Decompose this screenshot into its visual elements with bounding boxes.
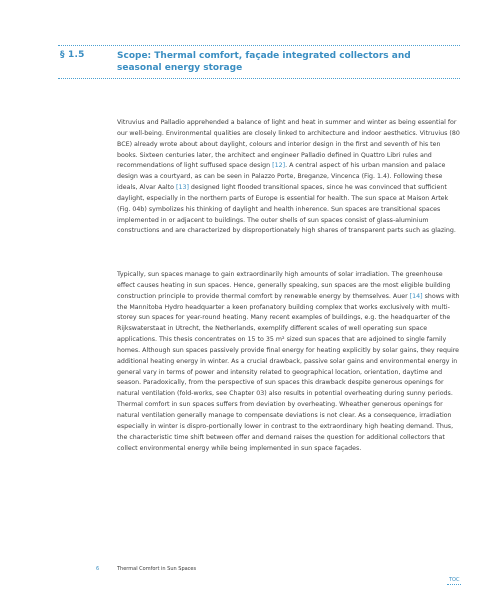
section-top-rule — [58, 45, 460, 46]
section-number: § 1.5 — [60, 50, 85, 60]
footer-page-number: 6 — [96, 566, 100, 572]
body-text: Typically, sun spaces manage to gain extraordinarily high amounts of solar irradiation. The greenhouse effect causes heating in sun spaces. Hence, generally speaking, sun spaces are the most eligible building construction principle to provide thermal comfort by renewable energy by themselves. Auer — [117, 271, 451, 300]
toc-link[interactable]: TOC — [449, 577, 460, 583]
citation-link[interactable]: [13] — [175, 184, 189, 192]
body-text: shows with the Mannitoba Hydro headquarter a keen profanatory building complex that works exclusively with multi-storey sun spaces for year-round heating. Many recent examples of buildings, e.g. the headquarter of the Rijkswaterstaat in Utrecht, the Netherlands, exemplify different scales of well operating sun space applications. This thesis concentrates on 15 to 35 m² sized sun spaces that are adjoined to single family homes. Although sun spaces passively provide final energy for heating explicitly by solar gains, they require additional heating energy in winter. As a crucial drawback, passive solar gains and environmental energy in general vary in terms of power and intensity related to geographical location, orientation, daytime and season. Paradoxically, from the perspective of sun spaces this drawback despite generous openings for natural ventilation (fold-works, see Chapter 03) also results in potential overheating during sunny periods. Thermal comfort in sun spaces suffers from deviation by overheating. Wheather generous openings for natural ventilation generally manage to compensate deviations is not clear. As a consequence, irradiation especially in winter is dispro-portionally lower in contrast to the extraordinary high heating demand. Thus, the characteristic time shift between offer and demand raises the question for additional collectors that collect environmental energy while being implemented in sun space façades. — [117, 292, 460, 452]
section-title: Scope: Thermal comfort, façade integrated collectors and seasonal energy storage — [117, 51, 411, 73]
body-text: designed light flooded transitional spaces, since he was convinced that sufficient daylight, especially in the northern parts of Europe is essential for health. The sun space at Maison Artek (Fig. 04b) symbolizes his thinking of daylight and health inherence. Sun spaces are transitional spaces implemented in or adjacent to buildings. The outer shells of sun spaces consist of glass-aluminium constructions and are characterized by disproportionately high shares of transparent parts such as glazing. — [117, 184, 456, 235]
citation-link[interactable]: [12] — [272, 162, 286, 170]
footer-running-title: Thermal Comfort in Sun Spaces — [117, 566, 197, 572]
body-paragraph-1 — [117, 118, 462, 237]
body-text: . A central aspect of his urban mansion and palace design was a courtyard, as can be seen in Palazzo Porte, Breganze, Vincenca (Fig. 1.4). Following these ideals, Alvar Aalto — [117, 162, 446, 192]
section-bottom-rule — [58, 78, 460, 79]
citation-link[interactable]: [14] — [409, 292, 423, 300]
body-text: Vitruvius and Palladio apprehended a balance of light and heat in summer and winter as being essential for our well-being. Environmental qualities are closely linked to architecture and indoor aesthetics. Vitruvius (80 BCE) already wrote about about daylight, colours and interior design in the first and seventh of his ten books. Sixteen centuries later, the architect and engineer Palladio defined in Quattro Libri rules and recommendations of light suffused space design — [117, 119, 460, 170]
body-paragraph-2 — [117, 270, 462, 454]
